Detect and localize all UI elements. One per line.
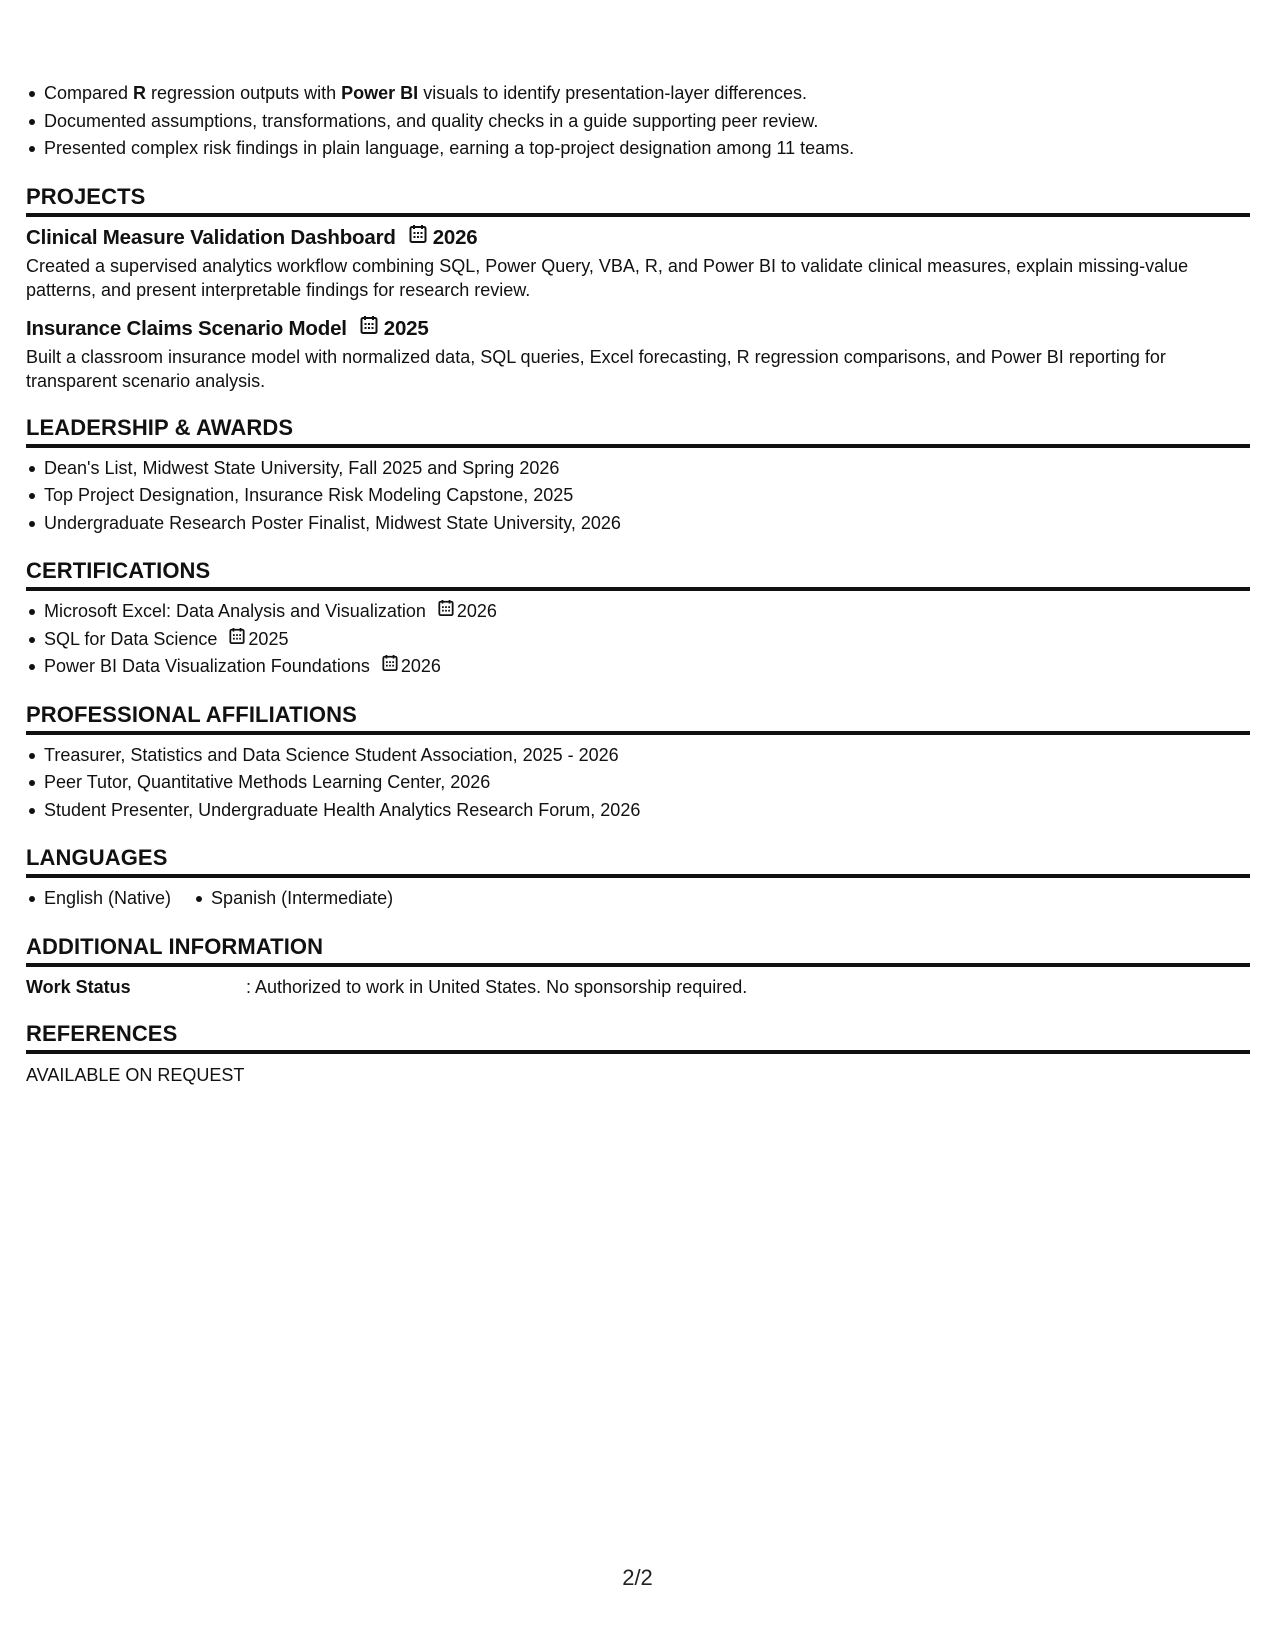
- calendar-icon: [229, 626, 245, 654]
- work-status-row: [26, 974, 1250, 1000]
- calendar-icon: [382, 653, 398, 681]
- highlight-text: R: [133, 83, 147, 103]
- page-number: 2/2: [622, 1565, 653, 1590]
- awards-list: [26, 455, 1250, 538]
- calendar-icon: [409, 224, 427, 252]
- list-item: Dean's List, Midwest State University, Fall 2025 and Spring 2026: [44, 455, 1250, 483]
- certification-year: 2026: [456, 601, 497, 621]
- project-name: Clinical Measure Validation Dashboard: [26, 225, 396, 249]
- projects-section: [26, 183, 1250, 394]
- project-description: Created a supervised analytics workflow combining SQL, Power Query, VBA, R, and Power BI to validate clinical measures, explain missing-value patterns, and present interpretable findings for research review.: [26, 255, 1189, 300]
- certification-name: Power BI Data Visualization Foundations: [44, 656, 370, 676]
- certifications-section: [26, 557, 1250, 681]
- affiliations-list: [26, 742, 1250, 825]
- list-item: Undergraduate Research Poster Finalist, Midwest State University, 2026: [44, 510, 1250, 538]
- section-title: CERTIFICATIONS: [26, 557, 1250, 591]
- list-item: Documented assumptions, transformations, and quality checks in a guide supporting peer review.: [44, 108, 1250, 136]
- calendar-icon: [360, 315, 378, 343]
- work-status-value: : Authorized to work in United States. No sponsorship required.: [246, 976, 748, 997]
- section-title: ADDITIONAL INFORMATION: [26, 933, 1250, 967]
- certification-name: Microsoft Excel: Data Analysis and Visualization: [44, 601, 426, 621]
- resume-page: [26, 80, 1250, 1088]
- certification-name: SQL for Data Science: [44, 628, 218, 649]
- certification-year: 2025: [248, 628, 289, 649]
- project-entry: [26, 315, 1250, 394]
- additional-info-section: [26, 933, 1250, 1000]
- section-title: PROFESSIONAL AFFILIATIONS: [26, 701, 1250, 735]
- certification-year: 2026: [400, 656, 441, 676]
- section-title: REFERENCES: [26, 1020, 1250, 1054]
- list-item: Top Project Designation, Insurance Risk Modeling Capstone, 2025: [44, 482, 1250, 510]
- languages-section: [26, 844, 1250, 913]
- project-year: 2025: [383, 316, 429, 340]
- experience-bullets: [26, 80, 1250, 163]
- references-section: [26, 1020, 1250, 1088]
- project-heading: [26, 224, 1250, 252]
- calendar-icon: [438, 598, 454, 626]
- languages-list: [26, 885, 1250, 913]
- work-status-label: Work Status: [26, 976, 131, 997]
- leadership-section: [26, 414, 1250, 538]
- list-item: Treasurer, Statistics and Data Science Student Association, 2025 - 2026: [44, 742, 1250, 770]
- list-item: [44, 598, 1250, 626]
- project-description: Built a classroom insurance model with normalized data, SQL queries, Excel forecasting, R regression comparisons, and Power BI reporting for transparent scenario analysis.: [26, 346, 1166, 391]
- list-item: Student Presenter, Undergraduate Health Analytics Research Forum, 2026: [44, 797, 1250, 825]
- list-item: Presented complex risk findings in plain language, earning a top-project designation among 11 teams.: [44, 135, 1250, 163]
- section-title: LEADERSHIP & AWARDS: [26, 414, 1250, 448]
- references-text: AVAILABLE ON REQUEST: [26, 1064, 245, 1085]
- project-heading: [26, 315, 1250, 343]
- project-name: Insurance Claims Scenario Model: [26, 316, 347, 340]
- list-item: Compared R regression outputs with Power BI visuals to identify presentation-layer differences.: [44, 80, 1250, 108]
- list-item: [44, 626, 1250, 654]
- section-title: LANGUAGES: [26, 844, 1250, 878]
- certifications-list: [26, 598, 1250, 681]
- list-item: Spanish (Intermediate): [211, 885, 393, 913]
- project-year: 2026: [432, 225, 478, 249]
- list-item: [44, 653, 1250, 681]
- list-item: Peer Tutor, Quantitative Methods Learning Center, 2026: [44, 769, 1250, 797]
- project-entry: [26, 224, 1250, 303]
- highlight-text: Power BI: [341, 83, 419, 103]
- list-item: English (Native): [44, 885, 171, 913]
- affiliations-section: [26, 701, 1250, 825]
- section-title: PROJECTS: [26, 183, 1250, 217]
